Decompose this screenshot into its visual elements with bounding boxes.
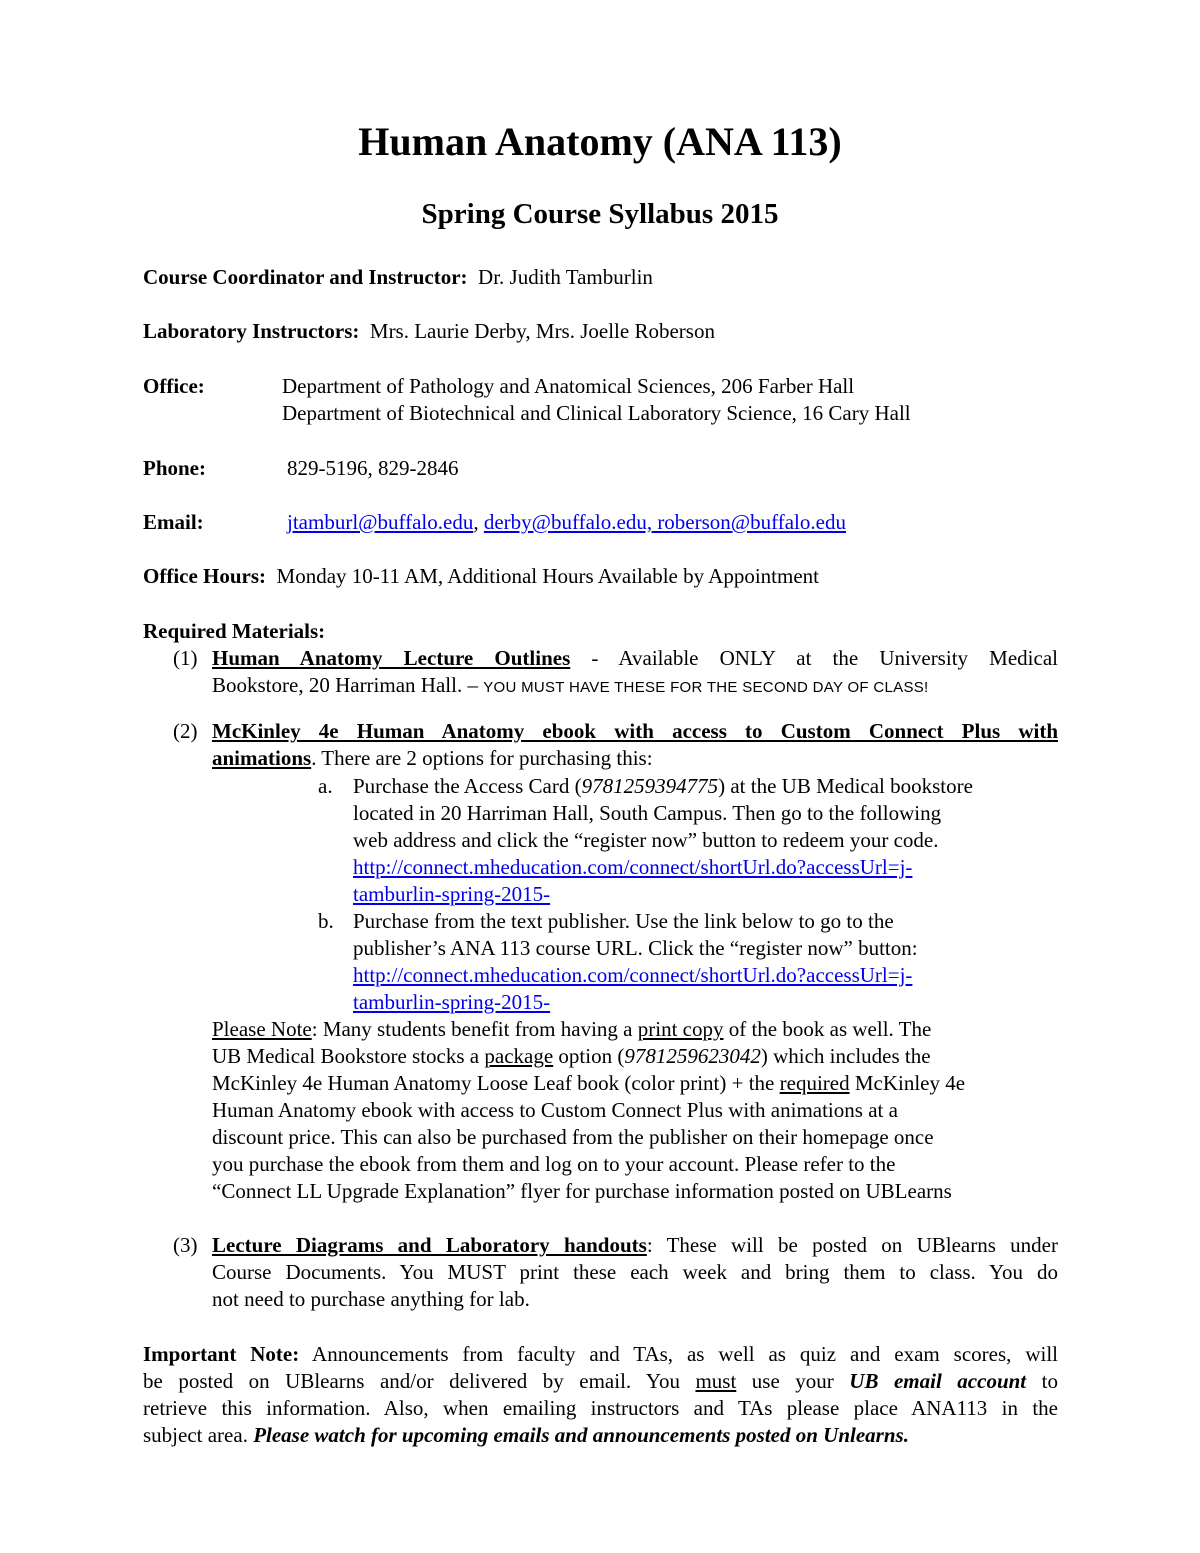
note-line-1 [212, 1016, 931, 1043]
item-3-number: (3) [173, 1233, 198, 1257]
note-line-3-text: McKinley 4e Human Anatomy Loose Leaf book (color print) + the [212, 1071, 780, 1095]
important-ub-email: UB email account [849, 1369, 1027, 1393]
item-1-caps-warning: YOU MUST HAVE THESE FOR THE SECOND DAY OF CLASS! [483, 679, 929, 696]
option-b-line-1: Purchase from the text publisher. Use the link below to go to the [353, 909, 894, 933]
item-2-title-line-1: McKinley 4e Human Anatomy ebook with access to Custom Connect Plus with [212, 719, 1058, 743]
option-a-link-line-2 [353, 881, 550, 908]
item-1-number: (1) [173, 646, 198, 670]
option-b-link-line-1 [353, 962, 912, 989]
important-line-3: retrieve this information. Also, when emailing instructors and TAs please place ANA113 in the [143, 1396, 1058, 1420]
option-a-line-2: located in 20 Harriman Hall, South Campus. Then go to the following [353, 801, 942, 825]
option-a-text-end: ) at the UB Medical bookstore [718, 774, 973, 798]
important-must: must [695, 1369, 737, 1393]
note-line-7: “Connect LL Upgrade Explanation” flyer for purchase information posted on UBLearns [212, 1179, 952, 1203]
important-note-label: Important Note: [143, 1342, 300, 1366]
note-text: : Many students benefit from having a [311, 1017, 638, 1041]
office-hours-label: Office Hours: [143, 564, 267, 588]
office-hours-row [143, 563, 819, 590]
option-b-line-2: publisher’s ANA 113 course URL. Click the “register now” button: [353, 936, 918, 960]
email-label: Email: [143, 510, 204, 534]
option-a-text: Purchase the Access Card ( [353, 774, 582, 798]
page-subtitle: Spring Course Syllabus 2015 [421, 198, 779, 230]
note-package: package [484, 1044, 554, 1068]
note-line-6: you purchase the ebook from them and log on to your account. Please refer to the [212, 1152, 896, 1176]
note-label: Please Note [212, 1017, 312, 1041]
note-line-3-end: McKinley 4e [849, 1071, 966, 1095]
coordinator-row [143, 264, 653, 291]
note-line-2 [212, 1043, 931, 1070]
item-2-rest: . There are 2 options for purchasing this: [311, 746, 653, 770]
note-line-2-end: ) which includes the [760, 1044, 931, 1068]
option-b-letter: b. [318, 909, 334, 933]
item-1-rest: - Available ONLY at the University Medical [570, 646, 1058, 670]
option-a-line-1 [353, 773, 973, 800]
option-a-letter: a. [318, 774, 333, 798]
office-line-1: Department of Pathology and Anatomical Sciences, 206 Farber Hall [282, 374, 855, 398]
option-a-connect-link[interactable]: http://connect.mheducation.com/connect/shortUrl.do?accessUrl=j- [353, 855, 913, 879]
materials-heading: Required Materials: [143, 619, 326, 643]
note-print-copy: print copy [637, 1017, 724, 1041]
item-1-line-2: Bookstore, 20 Harriman Hall. – [212, 673, 484, 697]
item-3-block [212, 1232, 1058, 1313]
option-a-line-3: web address and click the “register now” button to redeem your code. [353, 828, 939, 852]
office-hours-value: Monday 10-11 AM, Additional Hours Available by Appointment [276, 564, 820, 588]
lab-instructors-value: Mrs. Laurie Derby, Mrs. Joelle Roberson [369, 319, 715, 343]
note-line-3 [212, 1070, 965, 1097]
item-2-block [212, 718, 1058, 772]
option-b-link-line-2 [353, 989, 550, 1016]
item-3-title: Lecture Diagrams and Laboratory handouts [212, 1233, 647, 1257]
important-watch-emails: Please watch for upcoming emails and announcements posted on Unlearns. [253, 1423, 909, 1447]
important-line-1: Announcements from faculty and TAs, as well as quiz and exam scores, will [299, 1342, 1058, 1366]
coordinator-value: Dr. Judith Tamburlin [478, 265, 653, 289]
note-line-5: discount price. This can also be purchased from the publisher on their homepage once [212, 1125, 934, 1149]
item-2-number: (2) [173, 719, 198, 743]
item-3-line-2: Course Documents. You MUST print these each week and bring them to class. You do [212, 1260, 1058, 1284]
option-b-connect-link[interactable]: http://connect.mheducation.com/connect/shortUrl.do?accessUrl=j- [353, 963, 913, 987]
email-values [287, 509, 846, 536]
important-line-4-text: subject area. [143, 1423, 254, 1447]
phone-label: Phone: [143, 456, 206, 480]
option-a-isbn: 9781259394775 [581, 774, 719, 798]
note-isbn: 9781259623042 [624, 1044, 761, 1068]
item-2-title-line-2: animations [212, 746, 312, 770]
phone-value: 829-5196, 829-2846 [287, 456, 459, 480]
option-a-connect-link-cont[interactable]: tamburlin-spring-2015- [353, 882, 551, 906]
item-3-rest: : These will be posted on UBlearns under [646, 1233, 1058, 1257]
note-text-end: of the book as well. The [723, 1017, 932, 1041]
office-label: Office: [143, 374, 205, 398]
email-link-derby-roberson[interactable]: derby@buffalo.edu, roberson@buffalo.edu [483, 510, 846, 534]
note-required: required [779, 1071, 850, 1095]
important-note-block [143, 1341, 1058, 1449]
important-line-2-text: be posted on UBlearns and/or delivered by email. You [143, 1369, 696, 1393]
office-line-2: Department of Biotechnical and Clinical Laboratory Science, 16 Cary Hall [282, 401, 911, 425]
item-1-title: Human Anatomy Lecture Outlines [212, 646, 571, 670]
option-b-connect-link-cont[interactable]: tamburlin-spring-2015- [353, 990, 551, 1014]
coordinator-label: Course Coordinator and Instructor: [143, 265, 468, 289]
email-link-tamburlin[interactable]: jtamburl@buffalo.edu [287, 510, 474, 534]
note-line-2-mid: option ( [553, 1044, 625, 1068]
lab-instructors-label: Laboratory Instructors: [143, 319, 360, 343]
option-a-link-line-1 [353, 854, 912, 881]
item-3-line-3: not need to purchase anything for lab. [212, 1287, 530, 1311]
email-separator: , [473, 510, 484, 534]
lab-instructors-row [143, 318, 715, 345]
item-1-block [212, 645, 1058, 699]
page-title: Human Anatomy (ANA 113) [358, 119, 842, 164]
important-line-2-end: to [1026, 1369, 1058, 1393]
note-line-4: Human Anatomy ebook with access to Custom Connect Plus with animations at a [212, 1098, 898, 1122]
note-line-2-text: UB Medical Bookstore stocks a [212, 1044, 485, 1068]
important-line-2-mid: use your [736, 1369, 850, 1393]
